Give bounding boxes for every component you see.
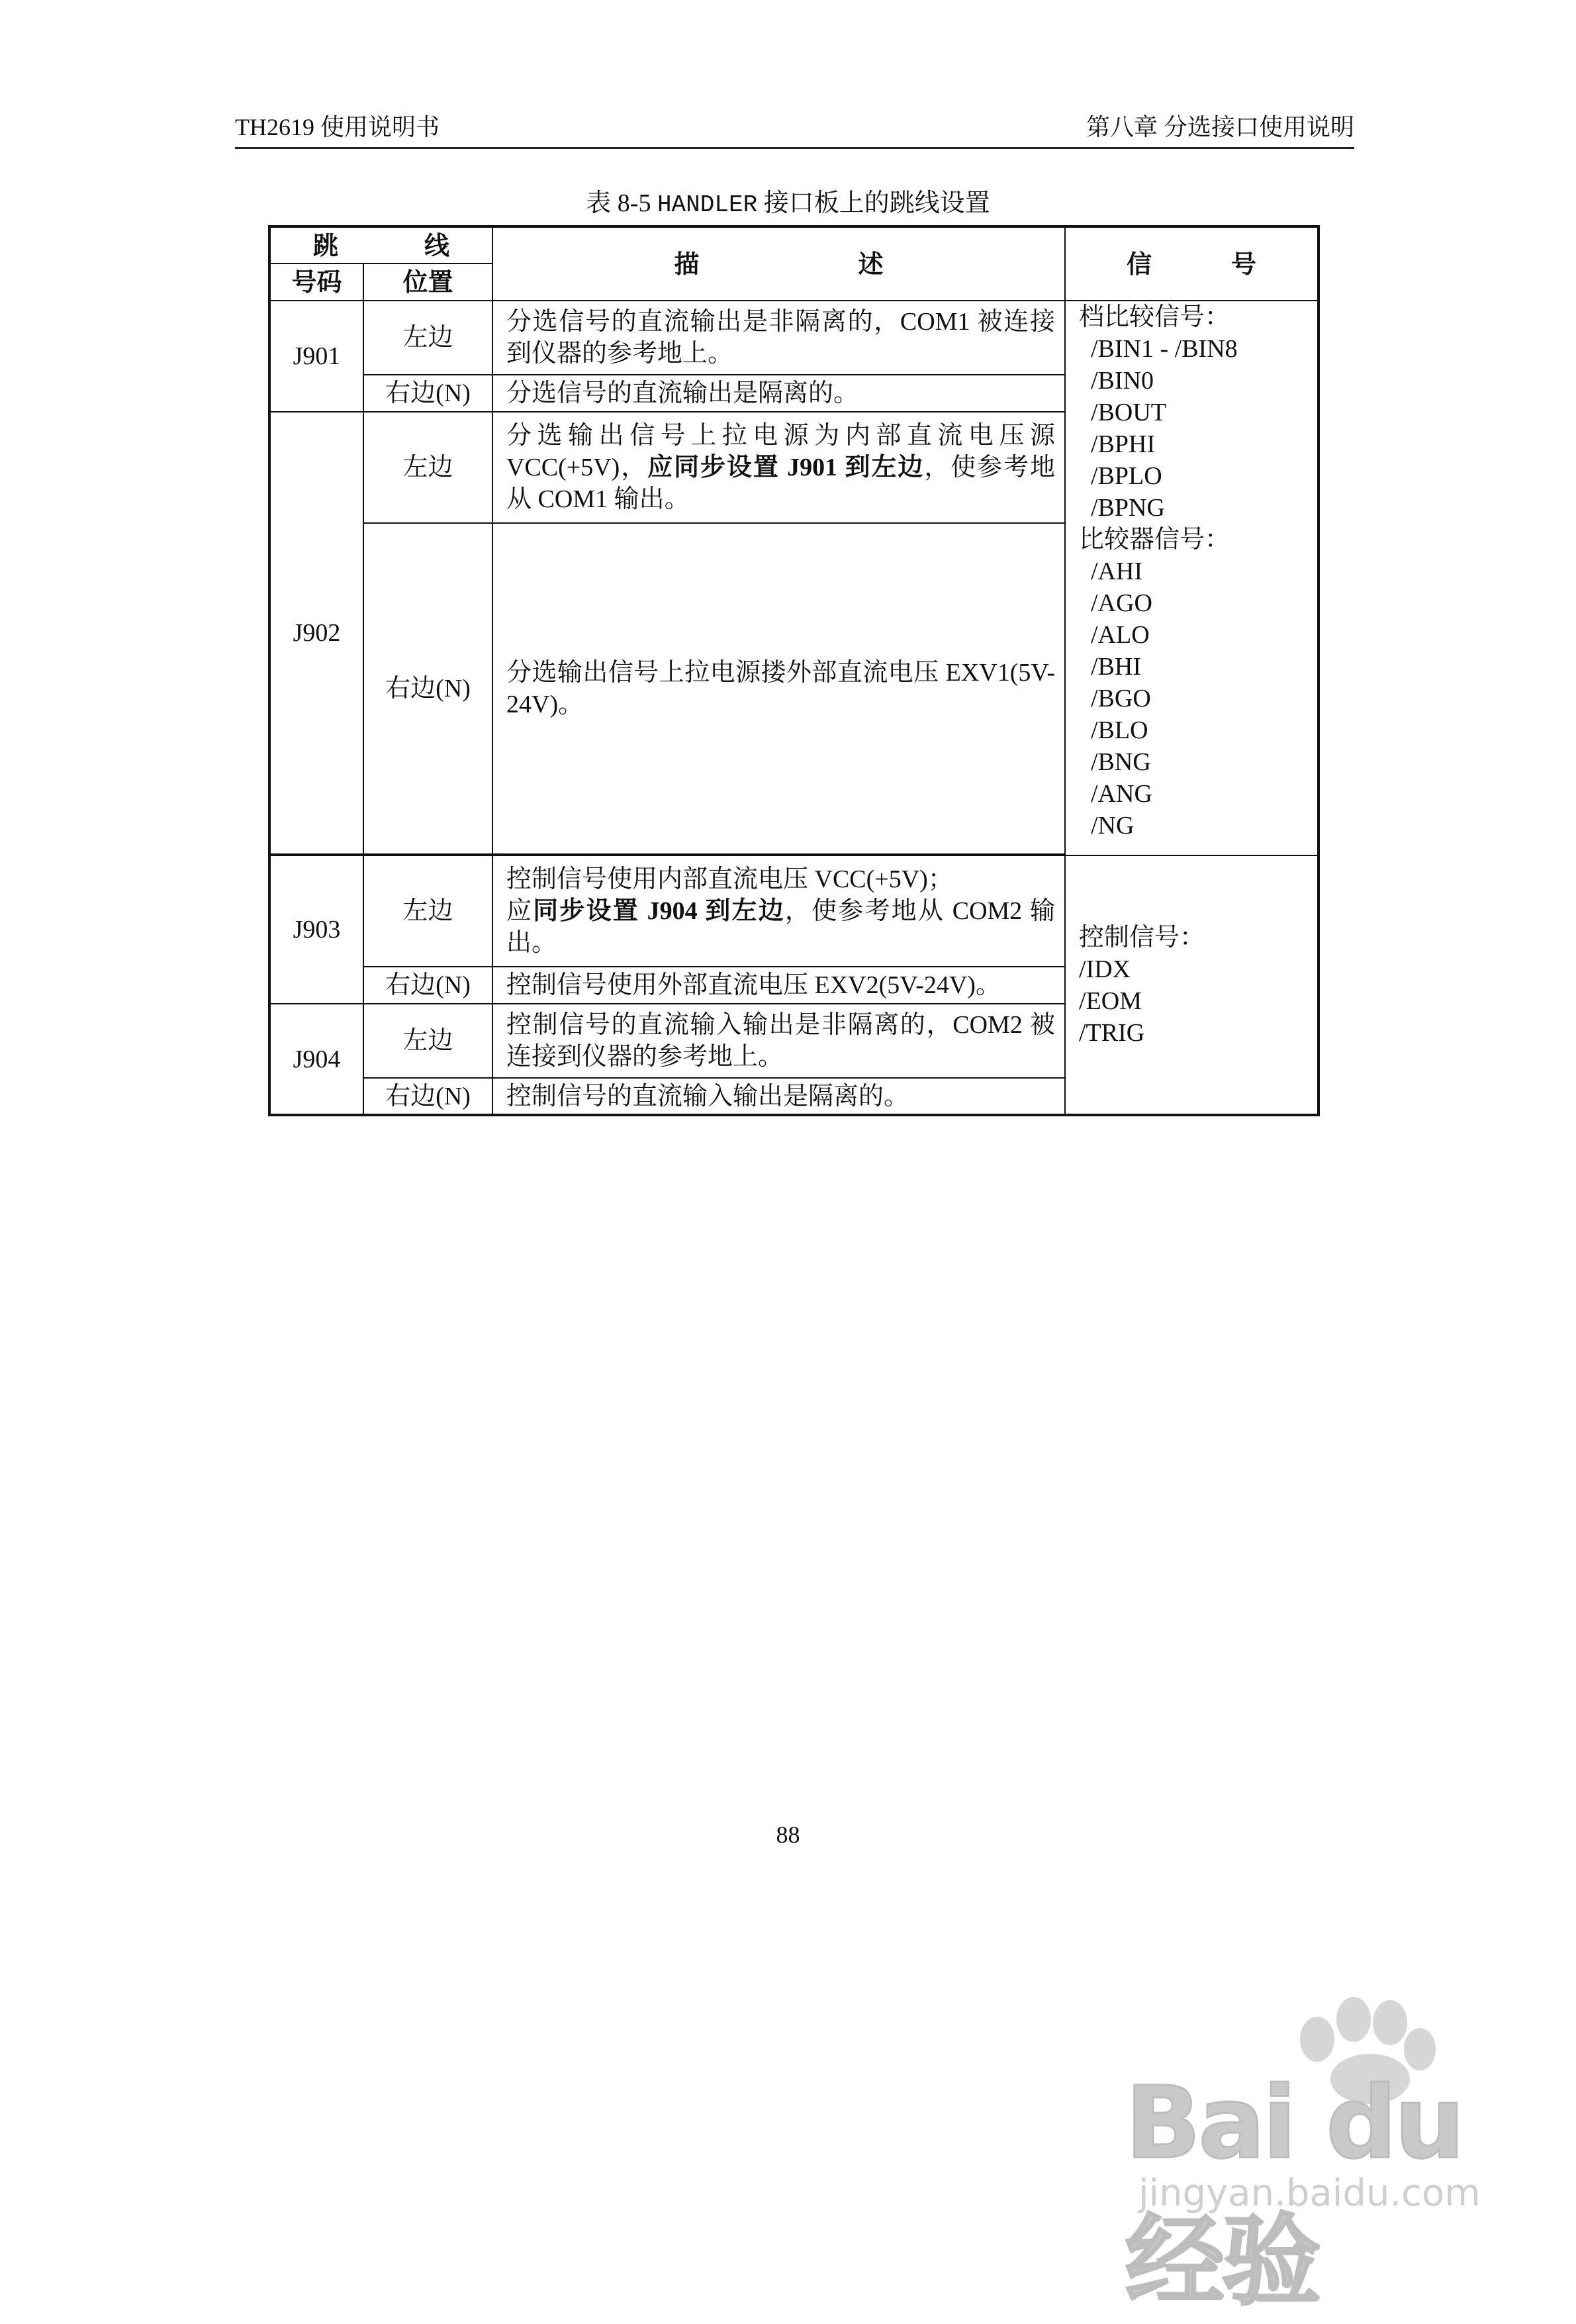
header-jumper-char-2: 线 bbox=[424, 230, 450, 260]
signal-item: /BPLO bbox=[1091, 462, 1162, 490]
jumper-position: 右边(N) bbox=[363, 967, 492, 1004]
signal-item: /BIN0 bbox=[1091, 367, 1154, 395]
signal-item: /AGO bbox=[1091, 589, 1152, 617]
caption-suffix: 接口板上的跳线设置 bbox=[757, 189, 990, 217]
jumper-description: 分选输出信号上拉电源搂外部直流电压 EXV1(5V-24V)。 bbox=[492, 523, 1065, 854]
caption-prefix: 表 8-5 bbox=[586, 189, 657, 217]
header-position: 位置 bbox=[363, 264, 492, 301]
jumper-position: 右边(N) bbox=[363, 1078, 492, 1115]
signal-group-title: 档比较信号： bbox=[1079, 303, 1230, 331]
signal-item: /AHI bbox=[1091, 557, 1143, 585]
description-text: ，使参考地从 COM1 输出。 bbox=[506, 454, 1055, 513]
signal-item: /IDX bbox=[1079, 955, 1131, 983]
header-title: TH2619 使用说明书 bbox=[235, 114, 440, 140]
signal-group-title: 控制信号： bbox=[1079, 923, 1205, 951]
signal-item: /TRIG bbox=[1079, 1018, 1145, 1047]
header-signal bbox=[1065, 226, 1319, 301]
signal-list-lower bbox=[1065, 855, 1319, 1115]
signal-list-upper bbox=[1065, 301, 1319, 855]
header-signal-char-2: 号 bbox=[1231, 249, 1257, 279]
jumper-position: 左边 bbox=[363, 301, 492, 375]
signal-item: /BPNG bbox=[1091, 494, 1165, 522]
description-text: 分选输出信号上拉电源为内部直流电压源 VCC(+5V)， bbox=[506, 422, 1055, 481]
jumper-description: 控制信号的直流输入输出是隔离的。 bbox=[492, 1078, 1065, 1115]
description-text: 控制信号使用内部直流电压 VCC(+5V)； bbox=[506, 865, 953, 893]
jumper-position: 右边(N) bbox=[363, 523, 492, 854]
signal-item: /BPHI bbox=[1091, 430, 1156, 458]
header-chapter: 第八章 分选接口使用说明 bbox=[1086, 114, 1354, 140]
header-number: 号码 bbox=[269, 264, 363, 301]
jumper-code: J901 bbox=[269, 301, 363, 412]
jumper-description: 分选信号的直流输出是非隔离的，COM1 被连接到仪器的参考地上。 bbox=[492, 301, 1065, 375]
jumper-position: 右边(N) bbox=[363, 375, 492, 412]
jumper-position: 左边 bbox=[363, 412, 492, 523]
jumper-code: J902 bbox=[269, 412, 363, 854]
description-emphasis: 应同步设置 J901 到左边 bbox=[647, 454, 925, 481]
jumper-description bbox=[492, 855, 1065, 967]
jumper-code: J903 bbox=[269, 855, 363, 1004]
description-emphasis: 同步设置 J904 到左边 bbox=[533, 897, 785, 925]
description-text: ，使参考地从 COM2 输出。 bbox=[506, 897, 1055, 957]
signal-item: /BOUT bbox=[1091, 399, 1166, 426]
signal-group-title: 比较器信号： bbox=[1079, 526, 1230, 554]
header-description-char-2: 述 bbox=[858, 249, 884, 279]
jumper-table bbox=[268, 225, 1320, 1116]
header-jumper bbox=[269, 226, 492, 264]
page-number: 88 bbox=[776, 1821, 800, 1848]
jumper-description: 分选信号的直流输出是隔离的。 bbox=[492, 375, 1065, 412]
header-description bbox=[492, 226, 1065, 301]
signal-item: /ANG bbox=[1091, 780, 1152, 808]
signal-item: /NG bbox=[1091, 812, 1135, 840]
jumper-code: J904 bbox=[269, 1004, 363, 1115]
watermark-url: jingyan.baidu.com bbox=[1138, 2172, 1481, 2215]
signal-item: /BLO bbox=[1091, 716, 1148, 744]
header-signal-char-1: 信 bbox=[1126, 249, 1152, 279]
table-row bbox=[269, 855, 1319, 967]
signal-item: /BHI bbox=[1091, 653, 1141, 681]
signal-item: /EOM bbox=[1079, 987, 1142, 1015]
watermark-brand: Bai du 经验 bbox=[1125, 2066, 1463, 2319]
caption-code: HANDLER bbox=[657, 191, 758, 218]
jumper-position: 左边 bbox=[363, 1004, 492, 1078]
watermark-logo bbox=[1125, 1993, 1522, 2319]
jumper-description: 控制信号的直流输入输出是非隔离的，COM2 被连接到仪器的参考地上。 bbox=[492, 1004, 1065, 1078]
description-text: 应 bbox=[506, 897, 533, 925]
signal-item: /BNG bbox=[1091, 748, 1151, 776]
jumper-description bbox=[492, 412, 1065, 523]
table-caption bbox=[0, 188, 1576, 220]
header-description-char-1: 描 bbox=[674, 249, 700, 279]
jumper-description: 控制信号使用外部直流电压 EXV2(5V-24V)。 bbox=[492, 967, 1065, 1004]
signal-item: /BIN1 - /BIN8 bbox=[1091, 335, 1238, 363]
header-rule bbox=[235, 147, 1354, 149]
header-jumper-char-1: 跳 bbox=[312, 230, 338, 260]
signal-item: /BGO bbox=[1091, 685, 1151, 712]
signal-item: /ALO bbox=[1091, 621, 1150, 649]
jumper-position: 左边 bbox=[363, 855, 492, 967]
table-row bbox=[269, 301, 1319, 375]
